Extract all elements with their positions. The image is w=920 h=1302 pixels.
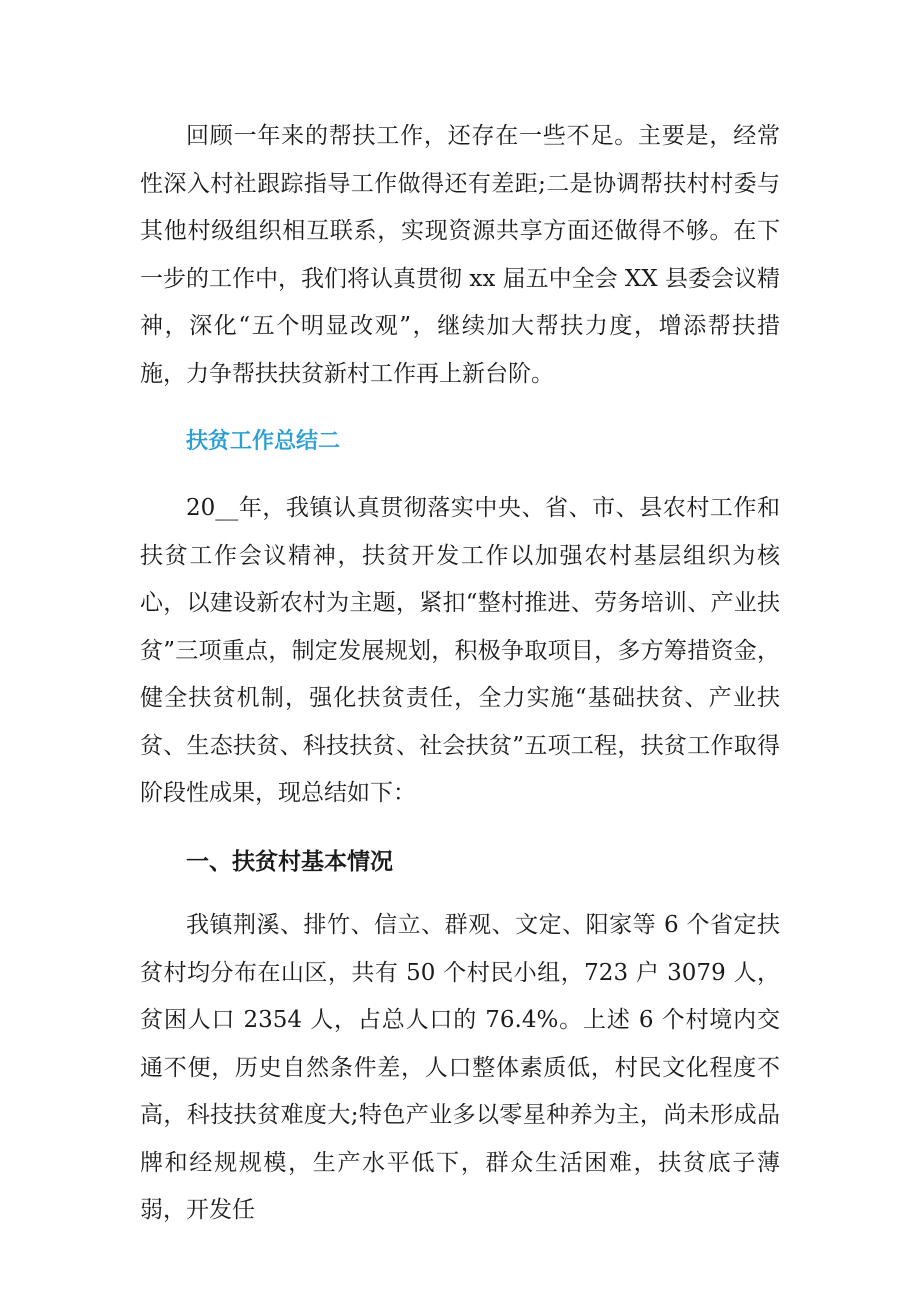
paragraph-summary-intro: 20__年，我镇认真贯彻落实中央、省、市、县农村工作和扶贫工作会议精神，扶贫开发工作以加强农村基层组织为核心，以建设新农村为主题，紧扣“整村推进、劳务培训、产业扶贫”三项重点，制定发展规划，积极争取项目，多方筹措资金，健全扶贫机制，强化扶贫责任，全力实施“基础扶贫、产业扶贫、生态扶贫、科技扶贫、社会扶贫”五项工程，扶贫工作取得阶段性成果，现总结如下：	[140, 495, 780, 806]
paragraph-review-shortcomings: 回顾一年来的帮扶工作，还存在一些不足。主要是，经常性深入村社跟踪指导工作做得还有差距;二是协调帮扶村村委与其他村级组织相互联系，实现资源共享方面还做得不够。在下一步的工作中，我们将认真贯彻 xx 届五中全会 XX 县委会议精神，深化“五个明显改观”，继续加大帮扶力度，增添帮扶措施，力争帮扶扶贫新村工作再上新台阶。	[140, 123, 780, 387]
subheading-village-overview: 一、扶贫村基本情况	[186, 848, 393, 875]
paragraph-village-details: 我镇荆溪、排竹、信立、群观、文定、阳家等 6 个省定扶贫村均分布在山区，共有 50 个村民小组，723 户 3079 人，贫困人口 2354 人，占总人口的 76.4%。上述 6 个村境内交通不便，历史自然条件差，人口整体素质低，村民文化程度不高，科技扶贫难度大;特色产业多以零星种养为主，尚未形成品牌和经规规模，生产水平低下，群众生活困难，扶贫底子薄弱，开发任	[140, 912, 780, 1223]
section-heading-summary-two: 扶贫工作总结二	[186, 429, 341, 454]
